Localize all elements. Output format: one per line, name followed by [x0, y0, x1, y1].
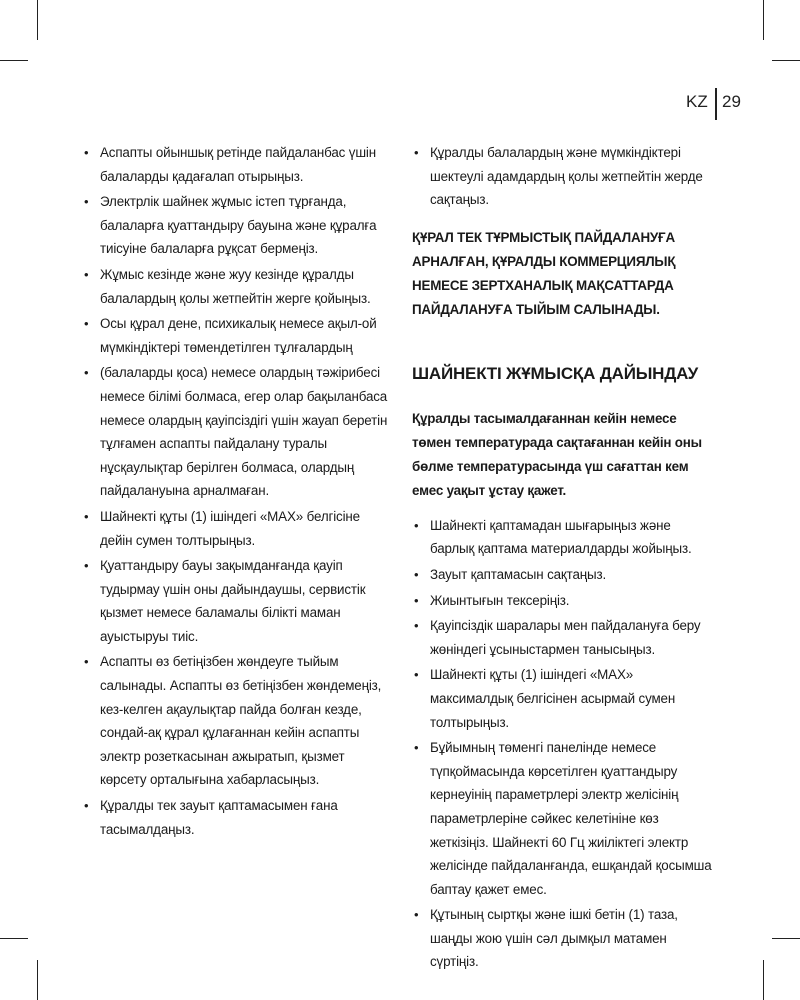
list-item: • Құралды тек зауыт қаптамасымен ғана тасымалдаңыз. — [82, 794, 388, 841]
crop-mark-top-left — [37, 0, 38, 40]
list-item: • Аспапты өз бетіңізбен жөндеуге тыйым салынады. Аспапты өз бетіңізбен жөндемеңіз, кез-келген ақаулықтар пайда болған кезде, сондай-ақ құрал құлағаннан кейін аспапты электр розеткасынан ажыратып, қызмет көрсету орталығына хабарласыңыз. — [82, 650, 388, 792]
page-header — [660, 88, 750, 120]
storage-list — [412, 141, 718, 212]
section-title: ШАЙНЕКТІ ЖҰМЫСҚА ДАЙЫНДАУ — [412, 363, 698, 383]
list-item: • Шайнекті құты (1) ішіндегі «MAX» максималдық белгісінен асырмай сумен толтырыңыз. — [412, 663, 718, 734]
list-item: • Осы құрал дене, психикалық немесе ақыл-ой мүмкіндіктері төмендетілген тұлғалардың — [82, 312, 388, 359]
list-item: • (балаларды қоса) немесе олардың тәжірибесі немесе білімі болмаса, егер олар бақыланбаса немесе олардың қауіпсіздігі үшін жауап беретін тұлғамен аспапты пайдалану туралы нұсқаулықтар берілген болмаса, олардың пайдалануына арналмаған. — [82, 361, 388, 503]
list-item: • Құтының сыртқы және ішкі бетін (1) таза, шаңды жою үшін сәл дымқыл матамен сүртіңіз. — [412, 903, 718, 974]
crop-mark-bottom-right-h — [772, 938, 800, 939]
left-column — [82, 141, 388, 843]
language-code: KZ — [686, 92, 708, 111]
crop-mark-bottom-left — [37, 960, 38, 1000]
list-item: • Құралды балалардың және мүмкіндіктері шектеулі адамдардың қолы жетпейтін жерде сақтаңыз. — [412, 141, 718, 212]
crop-mark-top-right — [763, 0, 764, 40]
section-intro: Құралды тасымалдағаннан кейін немесе төмен температурада сақтағаннан кейін оны бөлме температурасында үш сағаттан кем емес уақыт ұстау қажет. — [412, 410, 702, 498]
usage-warning: ҚҰРАЛ ТЕК ТҰРМЫСТЫҚ ПАЙДАЛАНУҒА АРНАЛҒАН, ҚҰРАЛДЫ КОММЕРЦИЯЛЫҚ НЕМЕСЕ ЗЕРТХАНАЛЫҚ МАҚСАТТАРДА ПАЙДАЛАНУҒА ТЫЙЫМ САЛЫНАДЫ. — [412, 229, 676, 317]
list-item: • Зауыт қаптамасын сақтаңыз. — [412, 563, 718, 587]
crop-mark-top-right-h — [772, 60, 800, 61]
list-item: • Жұмыс кезінде және жуу кезінде құралды балалардың қолы жетпейтін жерге қойыңыз. — [82, 263, 388, 310]
page-number: 29 — [722, 92, 741, 111]
crop-mark-bottom-right — [763, 960, 764, 1000]
crop-mark-top-left-h — [0, 60, 28, 61]
crop-mark-bottom-left-h — [0, 938, 28, 939]
list-item: • Электрлік шайнек жұмыс істеп тұрғанда, балаларға қуаттандыру бауына және құралға тиісуіне балаларға рұқсат бермеңіз. — [82, 190, 388, 261]
list-item: • Шайнекті құты (1) ішіндегі «MAX» белгісіне дейін сумен толтырыңыз. — [82, 505, 388, 552]
list-item: • Аспапты ойыншық ретінде пайдаланбас үшін балаларды қадағалап отырыңыз. — [82, 141, 388, 188]
list-item: • Жиынтығын тексеріңіз. — [412, 589, 718, 613]
safety-list — [82, 141, 388, 841]
right-column — [412, 141, 718, 976]
list-item: • Қауіпсіздік шаралары мен пайдалануға беру жөніндегі ұсыныстармен танысыңыз. — [412, 614, 718, 661]
list-item: • Шайнекті қаптамадан шығарыңыз және барлық қаптама материалдарды жойыңыз. — [412, 514, 718, 561]
preparation-list — [412, 514, 718, 974]
list-item: • Бұйымның төменгі панелінде немесе түпқоймасында көрсетілген қуаттандыру кернеуінің параметрлері электр желісінің параметрлеріне сәйкес келетініне көз жеткізіңіз. Шайнекті 60 Гц жиіліктегі электр желісінде пайдаланғанда, ешқандай қосымша баптау қажет емес. — [412, 736, 718, 901]
header-separator — [715, 88, 717, 120]
list-item: • Қуаттандыру бауы зақымданғанда қауіп тудырмау үшін оны дайындаушы, сервистік қызмет немесе баламалы білікті маман ауыстыруы тиіс. — [82, 554, 388, 648]
